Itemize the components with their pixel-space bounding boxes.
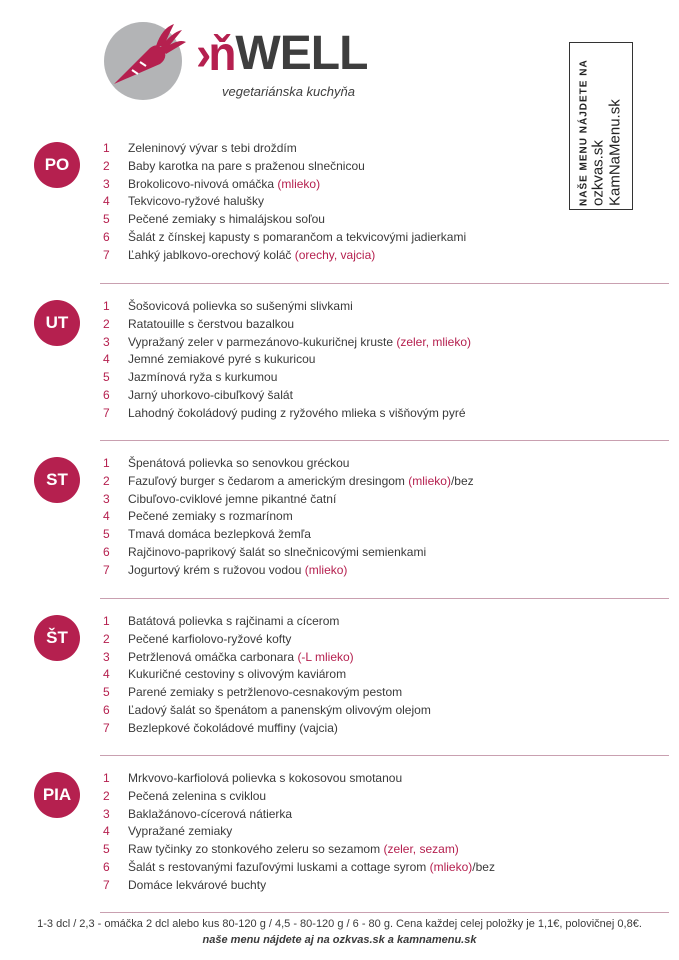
- menu-item-text: Batátová polievka s rajčinami a cícerom: [128, 614, 340, 628]
- menu-item: [103, 877, 495, 895]
- menu-item: [103, 508, 474, 526]
- carrot-logo-icon: [104, 22, 182, 100]
- menu-item-number: 6: [103, 229, 110, 244]
- menu-item-text: Vypražané zemiaky: [128, 824, 233, 839]
- menu-list: [103, 455, 474, 580]
- menu-item: [103, 788, 495, 806]
- menu-item-number: 1: [103, 299, 110, 313]
- menu-item-text: Pečené zemiaky s rozmarínom: [128, 509, 293, 524]
- menu-item-text: Zeleninový vývar s tebi droždím: [128, 141, 297, 155]
- menu-item-allergen: (mlieko): [408, 473, 451, 488]
- section-divider: [100, 283, 669, 284]
- menu-item-number: 1: [103, 614, 110, 628]
- menu-item-number: 7: [103, 720, 110, 735]
- menu-item-number: 3: [103, 806, 110, 821]
- menu-item-number: 4: [103, 824, 110, 839]
- menu-item-text: Bezlepkové čokoládové muffiny (vajcia): [128, 720, 338, 735]
- menu-item-text: Baklažánovo-cícerová nátierka: [128, 806, 293, 821]
- menu-item-number: 2: [103, 788, 110, 803]
- menu-item-text: Tekvicovo-ryžové halušky: [128, 194, 265, 209]
- day-badge: UT: [34, 300, 80, 346]
- menu-item-suffix: /bez: [472, 859, 495, 874]
- menu-item: [103, 649, 431, 667]
- menu-item: [103, 211, 466, 229]
- menu-item-text: Pečená zelenina s cviklou: [128, 788, 267, 803]
- menu-list: [103, 613, 431, 738]
- menu-item-number: 6: [103, 387, 110, 402]
- day-badge: PIA: [34, 772, 80, 818]
- menu-item-text: Pečené zemiaky s himalájskou soľou: [128, 212, 325, 227]
- menu-item-text: Lahodný čokoládový puding z ryžového mlieka s višňovým pyré: [128, 405, 466, 420]
- menu-item: [103, 562, 474, 580]
- menu-item-number: 5: [103, 212, 110, 227]
- menu-item-text: Jazmínová ryža s kurkumou: [128, 370, 278, 385]
- menu-item-text: Šalát s restovanými fazuľovými luskami a cottage syrom: [128, 859, 430, 874]
- menu-item: [103, 140, 466, 158]
- menu-item-text: Ľadový šalát so špenátom a panenským olivovým olejom: [128, 702, 431, 717]
- footer-portion-info: 1-3 dcl / 2,3 - omáčka 2 dcl alebo kus 80-120 g / 4,5 - 80-120 g / 6 - 80 g. Cena každej celej položky je 1,1€, polovičnej 0,8€.: [37, 918, 642, 930]
- menu-item-text: Brokolicovo-nivová omáčka: [128, 176, 278, 191]
- menu-item-text: Rajčinovo-paprikový šalát so slnečnicovými semienkami: [128, 544, 427, 559]
- menu-item: [103, 351, 471, 369]
- menu-item-number: 2: [103, 316, 110, 331]
- menu-item-number: 5: [103, 370, 110, 385]
- footer-sites: naše menu nájdete aj na ozkvas.sk a kamnamenu.sk: [202, 934, 477, 946]
- menu-item-number: 4: [103, 509, 110, 524]
- section-divider: [100, 912, 669, 913]
- menu-sites-box: [569, 42, 633, 210]
- menu-item: [103, 193, 466, 211]
- menu-item: [103, 841, 495, 859]
- menu-item-text: Tmavá domáca bezlepková žemľa: [128, 527, 311, 542]
- menu-item-number: 5: [103, 527, 110, 542]
- menu-item-number: 7: [103, 405, 110, 420]
- menu-item-number: 1: [103, 141, 110, 155]
- menu-item-allergen: (-L mlieko): [297, 649, 354, 664]
- menu-list: [103, 770, 495, 895]
- menu-item-number: 6: [103, 702, 110, 717]
- menu-item-text: Vypražaný zeler v parmezánovo-kukuričnej kruste: [128, 334, 397, 349]
- menu-item-text: Ľahký jablkovo-orechový koláč: [128, 247, 295, 262]
- brand-name: WELL: [235, 26, 368, 80]
- menu-item: [103, 316, 471, 334]
- menu-item-allergen: (mlieko): [429, 859, 473, 874]
- menu-item-allergen: (orechy, vajcia): [294, 247, 376, 262]
- menu-item: [103, 684, 431, 702]
- menu-item: [103, 473, 474, 491]
- menu-item-number: 6: [103, 544, 110, 559]
- menu-item-text: Raw tyčinky zo stonkového zeleru so sezamom: [128, 842, 384, 857]
- menu-item: [103, 823, 495, 841]
- menu-item-text: Jarný uhorkovo-cibuľkový šalát: [128, 387, 293, 402]
- menu-item-text: Cibuľovo-cviklové jemne pikantné čatní: [128, 491, 337, 506]
- section-divider: [100, 440, 669, 441]
- menu-item-allergen: (zeler, mlieko): [396, 334, 472, 349]
- menu-item-number: 5: [103, 685, 110, 700]
- brand-mark-icon: ›ň: [196, 25, 234, 81]
- menu-item-allergen: (mlieko): [304, 562, 348, 577]
- menu-item-text: Šošovicová polievka so sušenými slivkami: [128, 299, 353, 313]
- menu-item-number: 7: [103, 247, 110, 262]
- day-badge: ŠT: [34, 615, 80, 661]
- menu-item-number: 3: [103, 491, 110, 506]
- menu-item-allergen: (mlieko): [277, 176, 321, 191]
- menu-list: [103, 140, 466, 265]
- menu-item-number: 4: [103, 667, 110, 682]
- menu-item-number: 7: [103, 877, 110, 892]
- menu-item-text: Kukuričné cestoviny s olivovým kaviárom: [128, 667, 347, 682]
- menu-item: [103, 455, 474, 473]
- menu-item-text: Parené zemiaky s petržlenovo-cesnakovým pestom: [128, 685, 403, 700]
- menu-item: [103, 387, 471, 405]
- menu-item: [103, 702, 431, 720]
- menu-item-suffix: /bez: [450, 473, 474, 488]
- menu-item-number: 3: [103, 334, 110, 349]
- menu-item: [103, 859, 495, 877]
- menu-site-kamnamenu: KamNaMenu.sk: [606, 99, 624, 206]
- menu-item-text: Jogurtový krém s ružovou vodou: [128, 562, 305, 577]
- menu-item: [103, 613, 431, 631]
- menu-item-text: Fazuľový burger s čedarom a americkým dresingom: [128, 473, 409, 488]
- menu-item: [103, 526, 474, 544]
- menu-item-number: 3: [103, 649, 110, 664]
- menu-item-text: Ratatouille s čerstvou bazalkou: [128, 316, 295, 331]
- menu-item: [103, 405, 471, 423]
- menu-item-number: 5: [103, 842, 110, 857]
- menu-item-text: Šalát z čínskej kapusty s pomarančom a tekvicovými jadierkami: [128, 229, 467, 244]
- menu-item: [103, 176, 466, 194]
- menu-item: [103, 334, 471, 352]
- menu-item: [103, 491, 474, 509]
- menu-item-text: Pečené karfiolovo-ryžové kofty: [128, 631, 292, 646]
- menu-item-number: 2: [103, 631, 110, 646]
- menu-sites-title: NAŠE MENU NÁJDETE NA: [578, 59, 590, 206]
- brand-tagline: vegetariánska kuchyňa: [222, 84, 355, 99]
- menu-item-number: 6: [103, 859, 110, 874]
- logo: [104, 22, 394, 112]
- menu-item: [103, 369, 471, 387]
- menu-item-text: Baby karotka na pare s praženou slnečnicou: [128, 158, 365, 173]
- menu-item: [103, 158, 466, 176]
- menu-item: [103, 806, 495, 824]
- menu-list: [103, 298, 471, 423]
- menu-item: [103, 247, 466, 265]
- menu-item: [103, 770, 495, 788]
- menu-item-text: Petržlenová omáčka carbonara: [128, 649, 298, 664]
- menu-item-number: 3: [103, 176, 110, 191]
- menu-item-number: 2: [103, 158, 110, 173]
- menu-item-text: Mrkvovo-karfiolová polievka s kokosovou smotanou: [128, 771, 403, 785]
- menu-item: [103, 666, 431, 684]
- menu-item-number: 1: [103, 456, 110, 470]
- section-divider: [100, 598, 669, 599]
- menu-item-number: 4: [103, 352, 110, 367]
- menu-item-text: Jemné zemiakové pyré s kukuricou: [128, 352, 316, 367]
- menu-item: [103, 229, 466, 247]
- menu-item-number: 1: [103, 771, 110, 785]
- menu-item-number: 7: [103, 562, 110, 577]
- menu-item: [103, 720, 431, 738]
- menu-item: [103, 631, 431, 649]
- brand-wordmark: [196, 25, 368, 81]
- section-divider: [100, 755, 669, 756]
- day-badge: ST: [34, 457, 80, 503]
- menu-item-text: Špenátová polievka so senovkou gréckou: [128, 456, 350, 470]
- menu-item: [103, 544, 474, 562]
- menu-item-number: 4: [103, 194, 110, 209]
- menu-item: [103, 298, 471, 316]
- day-badge: PO: [34, 142, 80, 188]
- menu-item-number: 2: [103, 473, 110, 488]
- menu-item-allergen: (zeler, sezam): [383, 842, 459, 857]
- menu-site-ozkvas: ozkvas.sk: [589, 140, 607, 206]
- menu-item-text: Domáce lekvárové buchty: [128, 877, 267, 892]
